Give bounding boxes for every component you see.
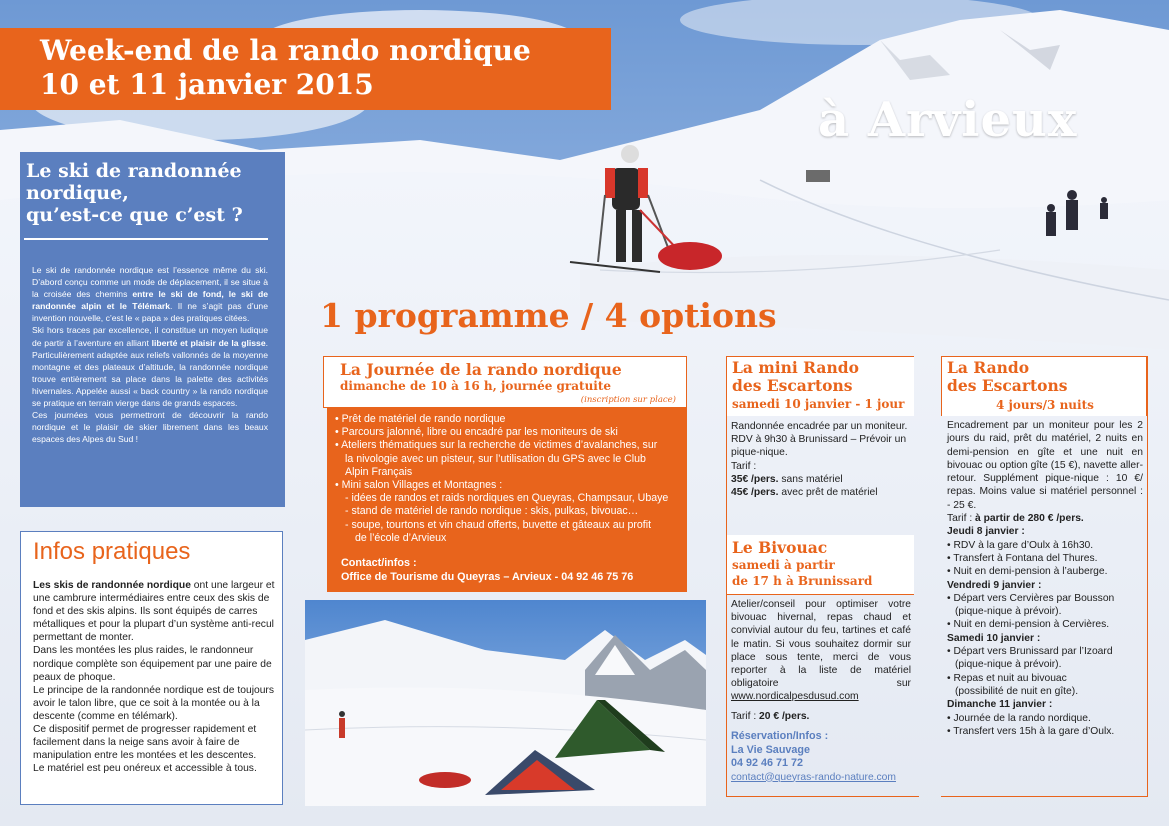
intro-text-part: . Il ne s’agit pas d’une invention nouvelle, c’est le « papa » des pratiques citées. [32, 301, 268, 324]
intro-title-line: qu’est-ce que c’est ? [26, 204, 243, 226]
raid-title-line: des Escartons [947, 376, 1068, 395]
resa-label: Réservation/Infos : [731, 730, 829, 742]
schedule-item: • Départ vers Brunissard par l’Izoard [947, 646, 1113, 658]
mini-title-line: La mini Rando [732, 358, 859, 377]
tarif-label: Tarif : [731, 710, 760, 722]
intro-divider [24, 238, 268, 240]
infos-paragraph: Dans les montées les plus raides, le randonneur nordique complète son équipement par une paire de peaux de phoque. [33, 645, 272, 683]
intro-text-part: Ces journées vous permettront de découvrir la rando nordique et le plaisir de skier librement dans les beaux espaces des Alpes du Sud ! [32, 410, 268, 445]
list-item: - stand de matériel de rando nordique : skis, pulkas, bivouac… [345, 505, 639, 518]
schedule-item: • RDV à la gare d’Oulx à 16h30. [947, 539, 1094, 551]
schedule-item: • Journée de la rando nordique. [947, 712, 1091, 724]
intro-text [32, 264, 268, 445]
bivouac-subtitle-line: samedi à partir [732, 558, 835, 572]
resa-name: La Vie Sauvage [731, 743, 811, 756]
intro-title-line: Le ski de randonnée [26, 160, 242, 182]
intro-text-part: Le ski de randonnée nordique est l’essence même du ski. D’abord conçu comme un mode de déplacement, il se situe à la croisée des chemins [32, 265, 268, 300]
infos-text [33, 579, 277, 775]
list-item: • Parcours jalonné, libre ou encadré par les moniteurs de ski [335, 426, 618, 439]
mini-title-line: des Escartons [732, 376, 853, 395]
middle-column-border-bottom [726, 796, 919, 797]
mini-rando-text: Randonnée encadrée par un moniteur. RDV à 9h30 à Brunissard – Prévoir un pique-nique. [731, 421, 908, 459]
infos-paragraph: Ce dispositif permet de progresser rapidement et facilement dans la neige sans avoir à faire de manipulation entre les montées et les descentes. [33, 724, 257, 762]
tarif-label: Tarif : [947, 513, 976, 525]
bivouac-photo [305, 600, 706, 806]
list-item: • Mini salon Villages et Montagnes : [335, 479, 503, 492]
bivouac-header [727, 535, 914, 595]
raid-schedule [947, 525, 1147, 738]
schedule-item: (possibilité de nuit en gîte). [955, 685, 1079, 697]
infos-title: Infos pratiques [33, 538, 191, 565]
list-item: • Ateliers thématiques sur la recherche de victimes d’avalanches, sur [335, 439, 658, 452]
journee-contact [341, 556, 633, 584]
list-item: • Prêt de matériel de rando nordique [335, 413, 506, 425]
infos-paragraph: ont une largeur et une cambrure intermédiaires entre ceux des skis de fond et des skis alpins. Ils sont équipés de carres métalliques et pour la plupart d’un système anti-recul permettant de monter. [33, 580, 275, 644]
programme-title: 1 programme / 4 options [320, 296, 777, 335]
contact-label: Contact/infos : [341, 557, 417, 569]
mini-rando-title [732, 359, 859, 395]
journee-title: La Journée de la rando nordique [340, 360, 622, 379]
price: 45€ /pers. [731, 487, 779, 499]
intro-text-part: . Particulièrement adaptée aux reliefs vallonnés de la moyenne montagne et des plateaux d’altitude, la randonnée nordique trouve entièrement sa place dans la palette des activités hivernales. Appelée aussi « back country » la rando nordique se pratique en terrain vierge dans de grands espaces. [32, 337, 268, 409]
list-item: de l’école d’Arvieux [355, 531, 447, 544]
schedule-item: • Nuit en demi-pension à Cervières. [947, 619, 1110, 631]
intro-text-bold: entre le ski de fond, le ski de randonnée alpin et le Télémark [32, 289, 268, 312]
price-note: sans matériel [778, 473, 843, 485]
tarif-label: Tarif : [731, 460, 757, 472]
journee-subtitle: dimanche de 10 à 16 h, journée gratuite [340, 379, 612, 393]
infos-paragraph: Le principe de la randonnée nordique est de toujours avoir le talon libre, que ce soit à la montée ou à la descente (comme en télémark). [33, 684, 275, 722]
bivouac-body [731, 598, 911, 723]
schedule-item: (pique-nique à prévoir). [955, 659, 1062, 671]
schedule-day: Samedi 10 janvier : [947, 632, 1041, 644]
raid-title [947, 359, 1068, 395]
mini-rando-body [727, 416, 914, 526]
mini-rando-subtitle: samedi 10 janvier - 1 jour [732, 397, 905, 411]
reservation-info [731, 730, 921, 784]
schedule-item: • Transfert vers 15h à la gare d’Oulx. [947, 725, 1115, 737]
bivouac-title: Le Bivouac [732, 538, 828, 557]
schedule-item: • Repas et nuit au bivouac [947, 672, 1067, 684]
bivouac-subtitle [732, 557, 872, 589]
resa-phone: 04 92 46 71 72 [731, 757, 804, 769]
bivouac-subtitle-line: de 17 h à Brunissard [732, 574, 873, 588]
title-banner [0, 28, 611, 110]
schedule-item: (pique-nique à prévoir). [955, 606, 1062, 618]
price: à partir de 280 € /pers. [975, 513, 1084, 525]
raid-column-border-bottom [941, 796, 1148, 797]
raid-column-border [1147, 356, 1148, 796]
resa-email-link[interactable]: contact@queyras-rando-nature.com [731, 771, 896, 783]
schedule-day: Jeudi 8 janvier : [947, 526, 1025, 538]
journee-body [327, 408, 687, 592]
intro-box [20, 152, 285, 507]
price: 20 € /pers. [759, 710, 810, 722]
bivouac-link[interactable]: www.nordicalpesdusud.com [731, 691, 859, 703]
raid-header [941, 356, 1147, 416]
raid-subtitle: 4 jours/3 nuits [996, 398, 1094, 412]
journee-header [323, 356, 687, 408]
intro-text-part: Ski hors traces par excellence, il constitue un moyen ludique de partir à l’aventure en alliant [32, 325, 268, 348]
raid-title-line: La Rando [947, 358, 1030, 377]
price: 35€ /pers. [731, 473, 779, 485]
schedule-item: • Départ vers Cervières par Bousson [947, 592, 1115, 604]
event-dates: 10 et 11 janvier 2015 [40, 68, 374, 101]
intro-title-line: nordique, [26, 182, 129, 204]
intro-text-bold: liberté et plaisir de la glisse [151, 337, 266, 348]
event-place: à Arvieux [818, 92, 1078, 148]
event-title: Week-end de la rando nordique [40, 34, 531, 67]
list-item: Alpin Français [345, 465, 413, 478]
list-item: - soupe, tourtons et vin chaud offerts, buvette et gâteaux au profit [345, 518, 652, 531]
raid-text: Encadrement par un moniteur pour les 2 jours du raid, prêt du matériel, 2 nuits en demi-pension en gîte et une nuit en bivouac ou option gîte (15 €), navette aller-retour. Supplément pique-nique : 10 €/ repas. Moins value si matériel personnel : - 25 €. [947, 420, 1143, 511]
journee-note: (inscription sur place) [580, 395, 676, 405]
list-item: - idées de randos et raids nordiques en Queyras, Champsaur, Ubaye [345, 492, 669, 505]
mini-rando-header [727, 356, 914, 416]
bivouac-text: Atelier/conseil pour optimiser votre bivouac hivernal, repas chaud et convivial autour du feu, tartines et café le matin. Si vous souhaitez dormir sur place sous tente, merci de vous reporter à la liste de matériel obligatoire sur [731, 599, 911, 690]
infos-box [20, 531, 283, 805]
raid-body [947, 419, 1147, 738]
contact-value: Office de Tourisme du Queyras – Arvieux - 04 92 46 75 76 [341, 571, 634, 583]
schedule-item: • Transfert à Fontana del Thures. [947, 552, 1098, 564]
intro-title [26, 160, 286, 226]
list-item: la nivologie avec un pisteur, sur l’utilisation du GPS avec le Club [345, 452, 646, 465]
price-note: avec prêt de matériel [778, 487, 878, 499]
infos-text-bold: Les skis de randonnée nordique [33, 580, 191, 591]
infos-paragraph: Le matériel est peu onéreux et accessible à tous. [33, 763, 257, 775]
schedule-day: Dimanche 11 janvier : [947, 699, 1053, 711]
schedule-item: • Nuit en demi-pension à l’auberge. [947, 566, 1108, 578]
journee-list [335, 413, 685, 545]
schedule-day: Vendredi 9 janvier : [947, 579, 1042, 591]
